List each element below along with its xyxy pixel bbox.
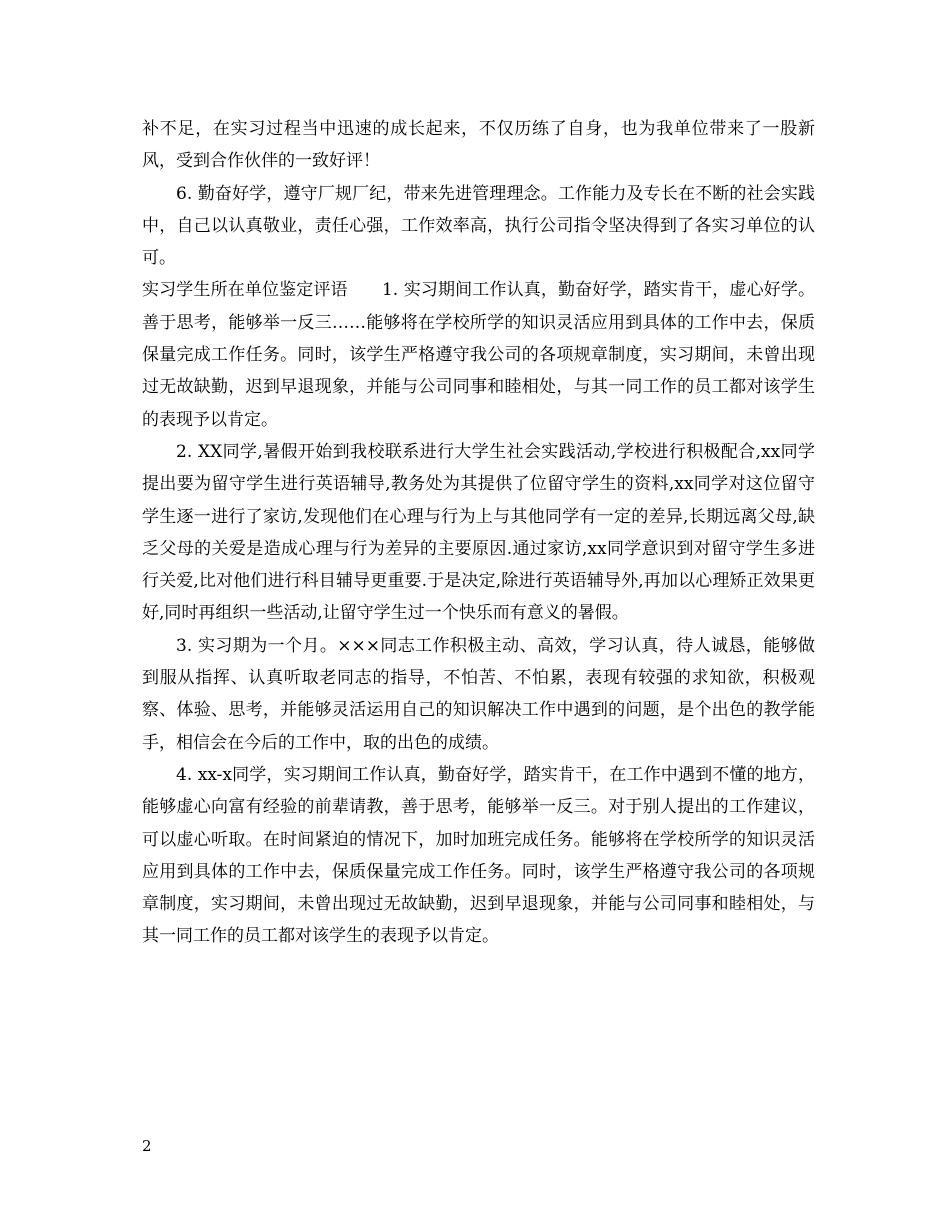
paragraph-item-3: 3. 实习期为一个月。×××同志工作积极主动、高效，学习认真，待人诚恳，能够做到服从指挥、认真听取老同志的指导，不怕苦、不怕累，表现有较强的求知欲，积极观察、体验、思考，并能够灵活运用自己的知识解决工作中遇到的问题，是个出色的教学能手，相信会在今后的工作中，取的出色的成绩。 bbox=[142, 635, 815, 753]
page-number: 2 bbox=[142, 1137, 152, 1155]
document-body bbox=[142, 113, 815, 953]
paragraph-item-4: 4. xx-x同学，实习期间工作认真，勤奋好学，踏实肯干，在工作中遇到不懂的地方，能够虚心向富有经验的前辈请教，善于思考，能够举一反三。对于别人提出的工作建议，可以虚心听取。在时间紧迫的情况下，加时加班完成任务。能够将在学校所学的知识灵活应用到具体的工作中去，保质保量完成工作任务。同时，该学生严格遵守我公司的各项规章制度，实习期间，未曾出现过无故缺勤，迟到早退现象，并能与公司同事和睦相处，与其一同工作的员工都对该学生的表现予以肯定。 bbox=[142, 764, 815, 947]
paragraph-item-2: 2. XX同学,暑假开始到我校联系进行大学生社会实践活动,学校进行积极配合,xx同学提出要为留守学生进行英语辅导,教务处为其提供了位留守学生的资料,xx同学对这位留守学生逐一进行了家访,发现他们在心理与行为上与其他同学有一定的差异,长期远离父母,缺乏父母的关爱是造成心理与行为差异的主要原因.通过家访,xx同学意识到对留守学生多进行关爱,比对他们进行科目辅导更重要.于是决定,除进行英语辅导外,再加以心理矫正效果更好,同时再组织一些活动,让留守学生过一个快乐而有意义的暑假。 bbox=[142, 441, 815, 624]
paragraph-continuation: 补不足，在实习过程当中迅速的成长起来，不仅历练了自身，也为我单位带来了一股新风，受到合作伙伴的一致好评！ bbox=[142, 119, 815, 172]
paragraph-evaluation-heading-item-1: 实习学生所在单位鉴定评语 1. 实习期间工作认真，勤奋好学，踏实肯干，虚心好学。善于思考，能够举一反三……能够将在学校所学的知识灵活应用到具体的工作中去，保质保量完成工作任务。同时，该学生严格遵守我公司的各项规章制度，实习期间，未曾出现过无故缺勤，迟到早退现象，并能与公司同事和睦相处，与其一同工作的员工都对该学生的表现予以肯定。 bbox=[142, 280, 815, 430]
paragraph-item-6: 6. 勤奋好学，遵守厂规厂纪，带来先进管理理念。工作能力及专长在不断的社会实践中，自己以认真敬业，责任心强，工作效率高，执行公司指令坚决得到了各实习单位的认可。 bbox=[142, 183, 815, 269]
